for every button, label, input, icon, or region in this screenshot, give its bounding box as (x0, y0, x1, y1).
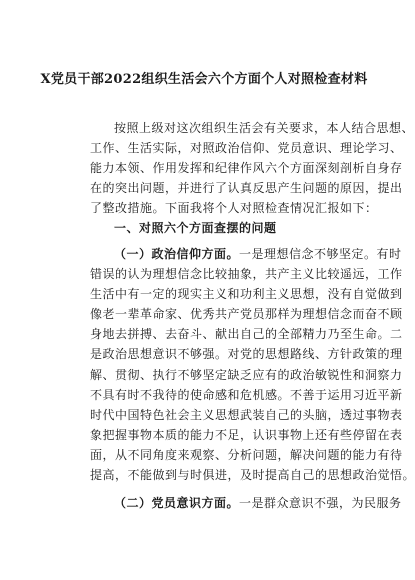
sub1-first-line (90, 244, 402, 264)
body-line: 时代中国特色社会主义思想武装自己的头脑，透过事物表 (90, 407, 403, 422)
sub2-text: 一是群众意识不强，为民服务 (239, 496, 402, 511)
body-line: 像老一辈革命家、优秀共产党员那样为理想信念而奋不顾 (90, 307, 403, 322)
body-line: 面，从不同角度来观察、分析问题，解决问题的能力有待 (90, 447, 403, 462)
section-heading: 一、对照六个方面查摆的问题 (114, 221, 277, 236)
body-line: 提高，不能做到与时俱进，及时提高自己的思想政治觉悟。 (90, 468, 415, 483)
intro-line: 工作、生活实际，对照政治信仰、党员意识、理论学习、 (90, 141, 403, 156)
intro-line: 能力本领、作用发挥和纪律作风六个方面深刻剖析自身存 (90, 161, 403, 176)
body-line: 生活中有一定的现实主义和功利主义思想，没有自觉做到 (90, 287, 403, 302)
body-line: 象把握事物本质的能力不足，认识事物上还有些停留在表 (90, 427, 403, 442)
body-line: 解、贯彻、执行不够坚定缺乏应有的政治敏锐性和洞察力 (90, 367, 403, 382)
document-title: X党员干部2022组织生活会六个方面个人对照检查材料 (40, 72, 368, 87)
sub1-text: 一是理想信念不够坚定。有时 (239, 247, 402, 261)
sub-heading: （一）政治信仰方面。 (114, 247, 240, 261)
body-line: 不具有时不我待的使命感和危机感。不善于运用习近平新 (90, 387, 403, 402)
body-line: 是政治思想意识不够强。对党的思想路线、方针政策的理 (90, 347, 403, 362)
body-line: 身地去拼搏、去奋斗、献出自己的全部精力乃至生命。二 (90, 327, 403, 342)
sub2-first-line (90, 493, 402, 513)
intro-line: 在的突出问题，并进行了认真反思产生问题的原因，提出 (90, 181, 403, 196)
intro-paragraph (90, 118, 415, 239)
sub-heading: （二）党员意识方面。 (114, 496, 240, 511)
body-line: 错误的认为理想信念比较抽象，共产主义比较遥远，工作 (90, 267, 403, 282)
intro-line: 按照上级对这次组织生活会有关要求，本人结合思想、 (114, 121, 415, 135)
section1-paragraph (90, 244, 415, 513)
intro-line: 了整改措施。下面我将个人对照检查情况汇报如下： (90, 201, 378, 216)
